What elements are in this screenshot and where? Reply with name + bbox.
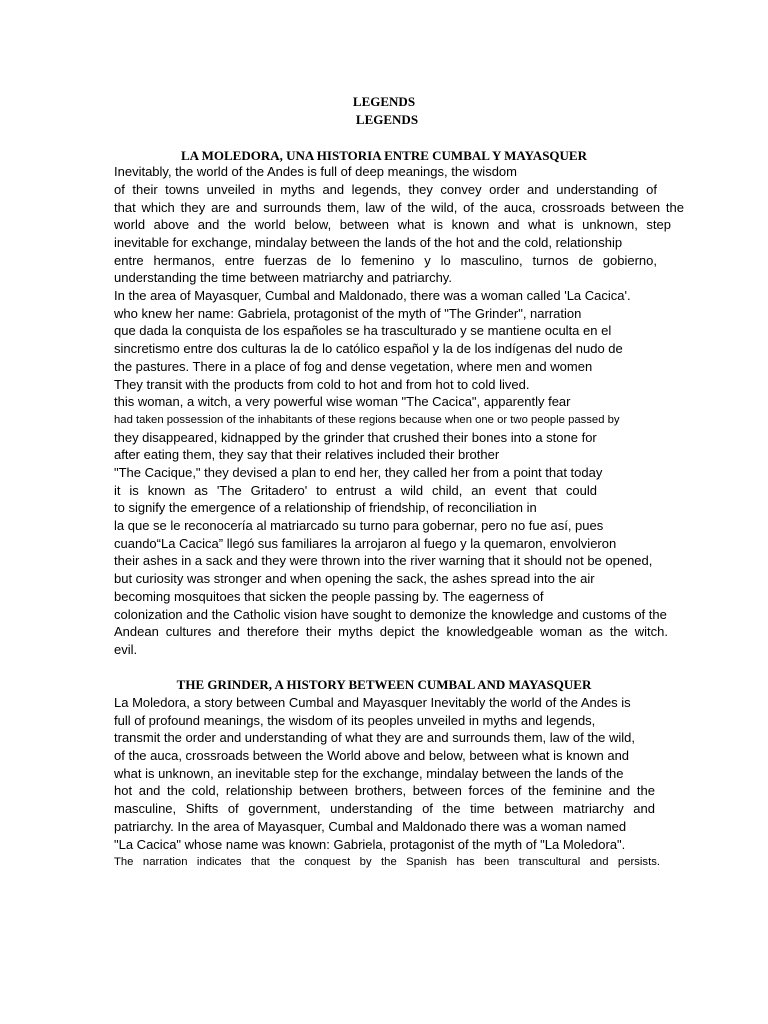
page-subtitle: LEGENDS — [355, 112, 419, 127]
paragraph-line: patriarchy. In the area of Mayasquer, Cumbal and Maldonado there was a woman named — [114, 819, 627, 834]
paragraph-line: evil. — [114, 642, 138, 657]
paragraph-line: masculine, Shifts of government, understanding of the time between matriarchy and — [114, 801, 655, 816]
paragraph-line: In the area of Mayasquer, Cumbal and Maldonado, there was a woman called 'La Cacica'. — [114, 288, 631, 303]
paragraph-line: la que se le reconocería al matriarcado su turno para gobernar, pero no fue así, pues — [114, 518, 604, 533]
paragraph-line: the pastures. There in a place of fog and dense vegetation, where men and women — [114, 359, 593, 374]
page-title: LEGENDS — [352, 94, 416, 109]
paragraph-line: of the auca, crossroads between the World above and below, between what is known and — [114, 748, 630, 763]
paragraph-line: after eating them, they say that their relatives included their brother — [114, 447, 500, 462]
paragraph-line: transmit the order and understanding of what they are and surrounds them, law of the wild, — [114, 730, 636, 745]
paragraph-line: que dada la conquista de los españoles se ha trasculturado y se mantiene oculta en el — [114, 323, 612, 338]
paragraph-line: Andean cultures and therefore their myths depict the knowledgeable woman as the witch. — [114, 624, 668, 639]
paragraph-line: had taken possession of the inhabitants of these regions because when one or two people passed by — [114, 414, 620, 426]
paragraph-line: hot and the cold, relationship between brothers, between forces of the feminine and the — [114, 783, 655, 798]
paragraph-line: it is known as 'The Gritadero' to entrust a wild child, an event that could — [114, 483, 597, 498]
paragraph-line: entre hermanos, entre fuerzas de lo femenino y lo masculino, turnos de gobierno, — [114, 253, 657, 268]
paragraph-line: inevitable for exchange, mindalay between the lands of the hot and the cold, relationship — [114, 235, 623, 250]
paragraph-line: cuando“La Cacica” llegó sus familiares la arrojaron al fuego y la quemaron, envolvieron — [114, 536, 617, 551]
paragraph-line: sincretismo entre dos culturas la de lo católico español y la de los indígenas del nudo de — [114, 341, 623, 356]
paragraph-line: but curiosity was stronger and when opening the sack, the ashes spread into the air — [114, 571, 595, 586]
paragraph-line: their ashes in a sack and they were thrown into the river warning that it should not be opened, — [114, 553, 653, 568]
paragraph-line: understanding the time between matriarchy and patriarchy. — [114, 270, 452, 285]
section-heading-the-grinder: THE GRINDER, A HISTORY BETWEEN CUMBAL AND MAYASQUER — [176, 677, 592, 692]
paragraph-line: Inevitably, the world of the Andes is full of deep meanings, the wisdom — [114, 164, 517, 179]
paragraph-line: this woman, a witch, a very powerful wise woman "The Cacica", apparently fear — [114, 394, 571, 409]
paragraph-line: what is unknown, an inevitable step for the exchange, mindalay between the lands of the — [114, 766, 624, 781]
paragraph-line: that which they are and surrounds them, law of the wild, of the auca, crossroads between the — [114, 200, 684, 215]
paragraph-line: colonization and the Catholic vision have sought to demonize the knowledge and customs of the — [114, 607, 667, 622]
paragraph-line: who knew her name: Gabriela, protagonist of the myth of "The Grinder", narration — [114, 306, 582, 321]
paragraph-line: world above and the world below, between what is known and what is unknown, step — [114, 217, 671, 232]
paragraph-line: full of profound meanings, the wisdom of its peoples unveiled in myths and legends, — [114, 713, 596, 728]
paragraph-line: The narration indicates that the conquest by the Spanish has been transcultural and persists. — [114, 856, 660, 868]
section-heading-la-moledora: LA MOLEDORA, UNA HISTORIA ENTRE CUMBAL Y MAYASQUER — [181, 148, 587, 163]
paragraph-line: La Moledora, a story between Cumbal and Mayasquer Inevitably the world of the Andes is — [114, 695, 631, 710]
paragraph-line: they disappeared, kidnapped by the grinder that crushed their bones into a stone for — [114, 430, 597, 445]
paragraph-line: "The Cacique," they devised a plan to end her, they called her from a point that today — [114, 465, 603, 480]
paragraph-line: "La Cacica" whose name was known: Gabriela, protagonist of the myth of "La Moledora". — [114, 837, 626, 852]
paragraph-line: becoming mosquitoes that sicken the people passing by. The eagerness of — [114, 589, 544, 604]
paragraph-line: They transit with the products from cold to hot and from hot to cold lived. — [114, 377, 530, 392]
paragraph-line: to signify the emergence of a relationship of friendship, of reconciliation in — [114, 500, 537, 515]
paragraph-line: of their towns unveiled in myths and legends, they convey order and understanding of — [114, 182, 657, 197]
